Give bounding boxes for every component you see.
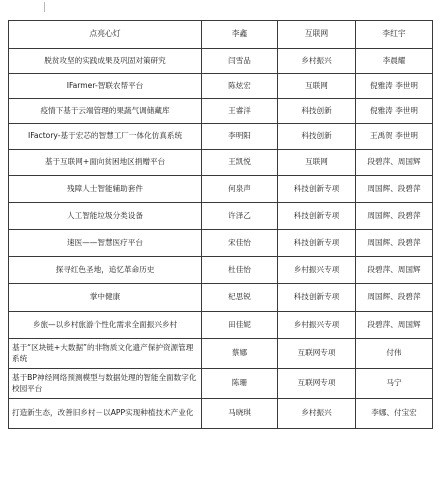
- person-cell: 李明阳: [202, 124, 278, 150]
- category-cell: 互联网: [278, 150, 356, 176]
- header-cell-category: 互联网: [278, 21, 356, 49]
- category-cell: 乡村振兴: [278, 399, 356, 429]
- advisor-cell: 马宁: [356, 369, 433, 399]
- advisor-cell: 周国辉、段碧萍: [356, 203, 433, 230]
- category-cell: 互联网专项: [278, 339, 356, 369]
- project-title-cell: 人工智能垃圾分类设备: [9, 203, 202, 230]
- category-cell: 互联网: [278, 74, 356, 99]
- table-row: [9, 49, 433, 74]
- table-row: [9, 176, 433, 203]
- category-cell: 科技创新专项: [278, 230, 356, 257]
- project-title-cell: IFarmer-智联农帮平台: [9, 74, 202, 99]
- page-corner-mark: [44, 2, 45, 12]
- project-title-cell: 脱贫攻坚的实践成果及巩固对策研究: [9, 49, 202, 74]
- person-cell: 王凯悦: [202, 150, 278, 176]
- advisor-cell: 王禹贺 李世明: [356, 124, 433, 150]
- project-title-cell: 掌中健康: [9, 284, 202, 312]
- project-title-cell: 基于“区块链+大数据”的非物质文化遗产保护资源管理系统: [9, 339, 202, 369]
- category-cell: 互联网专项: [278, 369, 356, 399]
- project-title-cell: 基于互联网+面向贫困地区捐赠平台: [9, 150, 202, 176]
- person-cell: 马晓琪: [202, 399, 278, 429]
- category-cell: 科技创新: [278, 99, 356, 124]
- category-cell: 乡村振兴: [278, 49, 356, 74]
- advisor-cell: 李晨耀: [356, 49, 433, 74]
- project-title-cell: 疫情下基于云端管理的果蔬气调储藏库: [9, 99, 202, 124]
- person-cell: 宋佳怡: [202, 230, 278, 257]
- person-cell: 陈炫宏: [202, 74, 278, 99]
- table-row: [9, 284, 433, 312]
- advisor-cell: 倪雅涛 李世明: [356, 99, 433, 124]
- category-cell: 乡村振兴专项: [278, 312, 356, 339]
- project-title-cell: 基于BP神经网络预测模型与数据处理的智能全面数字化校园平台: [9, 369, 202, 399]
- header-cell-advisor: 李红宇: [356, 21, 433, 49]
- table-row: [9, 399, 433, 429]
- advisor-cell: 倪雅涛 李世明: [356, 74, 433, 99]
- category-cell: 乡村振兴专项: [278, 257, 356, 284]
- header-cell-person: 李鑫: [202, 21, 278, 49]
- project-title-cell: 残障人士智能辅助套件: [9, 176, 202, 203]
- table-row: [9, 74, 433, 99]
- advisor-cell: 周国辉、段碧萍: [356, 284, 433, 312]
- table-row: [9, 312, 433, 339]
- person-cell: 田佳妮: [202, 312, 278, 339]
- table-row: [9, 124, 433, 150]
- advisor-cell: 段碧萍、周国辉: [356, 312, 433, 339]
- project-title-cell: 打造新生态，改善旧乡村－以APP实现种植技术产业化: [9, 399, 202, 429]
- table-row: [9, 369, 433, 399]
- table-row: [9, 230, 433, 257]
- advisor-cell: 李娜、付宝宏: [356, 399, 433, 429]
- table-row: [9, 203, 433, 230]
- advisor-cell: 周国辉、段碧萍: [356, 230, 433, 257]
- table-row: [9, 339, 433, 369]
- person-cell: 蔡娜: [202, 339, 278, 369]
- advisor-cell: 周国辉、段碧萍: [356, 176, 433, 203]
- person-cell: 许泽乙: [202, 203, 278, 230]
- person-cell: 闫雪品: [202, 49, 278, 74]
- project-title-cell: 速医——智慧医疗平台: [9, 230, 202, 257]
- person-cell: 杞思锐: [202, 284, 278, 312]
- header-cell-project: 点亮心灯: [9, 21, 202, 49]
- table-row: [9, 257, 433, 284]
- category-cell: 科技创新专项: [278, 176, 356, 203]
- person-cell: 何泉声: [202, 176, 278, 203]
- table-row: [9, 150, 433, 176]
- table-row: [9, 99, 433, 124]
- category-cell: 科技创新专项: [278, 284, 356, 312]
- project-title-cell: 乡旅—以乡村旅游个性化需求全面振兴乡村: [9, 312, 202, 339]
- project-title-cell: 探寻红色圣地，追忆革命历史: [9, 257, 202, 284]
- person-cell: 王睿洋: [202, 99, 278, 124]
- advisor-cell: 段碧萍、周国辉: [356, 150, 433, 176]
- person-cell: 陈珊: [202, 369, 278, 399]
- project-title-cell: IFactory-基于宏芯的智慧工厂一体化仿真系统: [9, 124, 202, 150]
- person-cell: 杜佳怡: [202, 257, 278, 284]
- advisor-cell: 付伟: [356, 339, 433, 369]
- table-header-row: [9, 21, 433, 49]
- advisor-cell: 段碧萍、周国辉: [356, 257, 433, 284]
- category-cell: 科技创新专项: [278, 203, 356, 230]
- project-table: [8, 20, 433, 429]
- category-cell: 科技创新: [278, 124, 356, 150]
